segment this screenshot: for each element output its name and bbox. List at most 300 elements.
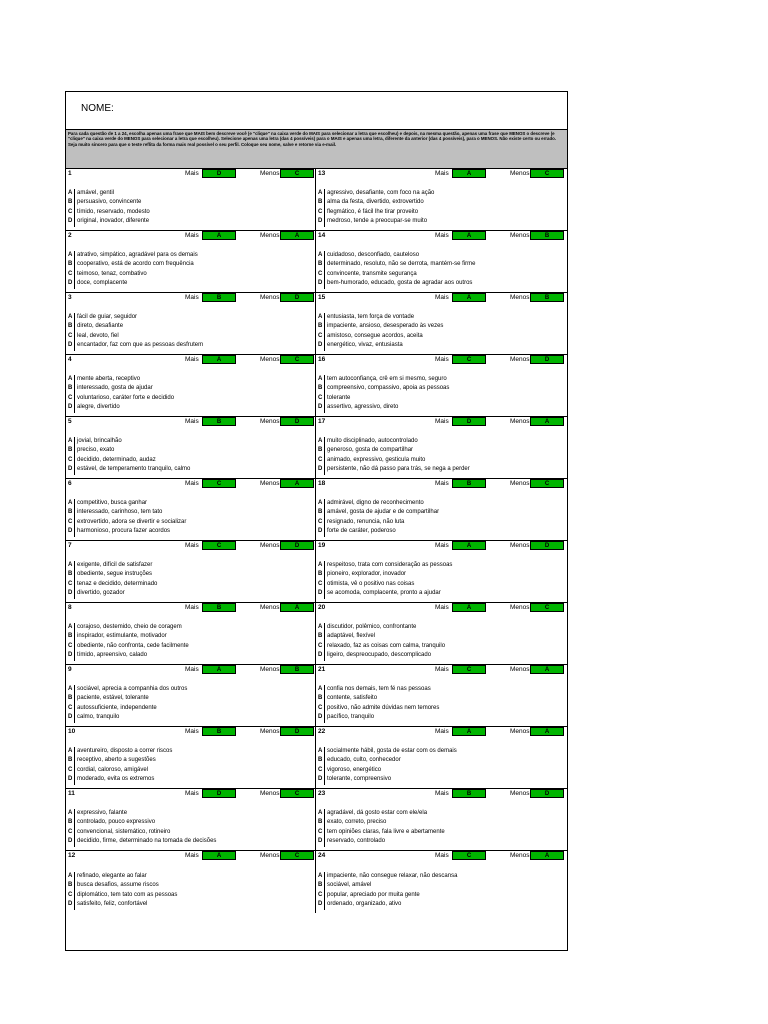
option-letter: C	[68, 332, 73, 339]
option-item	[318, 456, 562, 466]
option-text: tímido, apreensivo, calado	[74, 651, 147, 661]
option-letter: B	[318, 633, 323, 640]
option-text: fácil de guiar, seguidor	[74, 313, 137, 323]
option-letter: D	[68, 466, 73, 473]
question-header	[316, 727, 567, 738]
menos-select-box[interactable]: C	[530, 169, 564, 178]
option-text: positivo, não admite dúvidas nem temores	[324, 704, 439, 714]
question-number: 19	[318, 542, 326, 549]
mais-label: Mais	[185, 666, 199, 673]
option-text: extrovertido, adora se divertir e socializar	[74, 518, 186, 528]
option-item	[68, 837, 312, 847]
question-header	[66, 603, 315, 614]
option-text: flegmático, é fácil lhe tirar proveito	[324, 208, 418, 218]
question-header	[66, 231, 315, 242]
mais-label: Mais	[435, 852, 449, 859]
question-header	[316, 355, 567, 366]
menos-select-box[interactable]: A	[530, 665, 564, 674]
mais-select-box[interactable]: A	[452, 727, 486, 736]
option-item	[318, 208, 562, 218]
option-letter: B	[318, 385, 323, 392]
option-list	[318, 437, 562, 475]
option-item	[68, 589, 312, 599]
option-item	[68, 704, 312, 714]
option-list	[68, 809, 312, 847]
option-list	[68, 747, 312, 785]
option-item	[68, 313, 312, 323]
question-number: 3	[68, 294, 72, 301]
question-header	[316, 541, 567, 552]
mais-label: Mais	[185, 356, 199, 363]
mais-select-box[interactable]: C	[202, 479, 236, 488]
option-item	[318, 570, 562, 580]
option-letter: C	[318, 766, 323, 773]
option-letter: C	[68, 828, 73, 835]
option-item	[68, 685, 312, 695]
option-letter: D	[68, 776, 73, 783]
question-number: 1	[68, 170, 72, 177]
option-letter: B	[318, 509, 323, 516]
menos-label: Menos	[260, 790, 280, 797]
option-text: busca desafios, assume riscos	[74, 881, 159, 891]
menos-label: Menos	[510, 604, 530, 611]
question-number: 21	[318, 666, 326, 673]
option-item	[68, 217, 312, 227]
option-letter: C	[68, 580, 73, 587]
option-text: forte de caráter, poderoso	[324, 527, 396, 537]
mais-label: Mais	[185, 728, 199, 735]
option-item	[318, 189, 562, 199]
question-cell	[316, 727, 567, 789]
option-letter: C	[318, 208, 323, 215]
option-item	[318, 775, 562, 785]
menos-select-box[interactable]: D	[530, 789, 564, 798]
option-item	[318, 341, 562, 351]
option-letter: C	[68, 518, 73, 525]
option-letter: A	[318, 747, 323, 754]
mais-label: Mais	[435, 604, 449, 611]
option-letter: A	[318, 437, 323, 444]
question-cell	[316, 293, 567, 355]
option-item	[68, 527, 312, 537]
option-item	[318, 642, 562, 652]
option-item	[68, 251, 312, 261]
option-item	[68, 828, 312, 838]
option-letter: B	[68, 882, 73, 889]
option-letter: D	[68, 404, 73, 411]
option-letter: A	[318, 561, 323, 568]
mais-label: Mais	[185, 852, 199, 859]
option-item	[318, 260, 562, 270]
menos-label: Menos	[260, 294, 280, 301]
option-letter: A	[68, 251, 73, 258]
mais-label: Mais	[435, 294, 449, 301]
option-letter: D	[318, 404, 323, 411]
option-item	[68, 198, 312, 208]
option-letter: A	[318, 251, 323, 258]
option-text: tem opiniões claras, fala livre e abertamente	[324, 828, 445, 838]
option-letter: D	[318, 714, 323, 721]
question-cell	[316, 479, 567, 541]
option-letter: A	[68, 313, 73, 320]
menos-label: Menos	[260, 232, 280, 239]
menos-label: Menos	[510, 728, 530, 735]
option-letter: A	[318, 313, 323, 320]
option-letter: B	[318, 261, 323, 268]
menos-select-box[interactable]: A	[530, 417, 564, 426]
menos-select-box[interactable]: A	[280, 479, 314, 488]
option-item	[68, 189, 312, 199]
option-item	[68, 465, 312, 475]
option-text: moderado, evita os extremos	[74, 775, 154, 785]
option-text: contente, satisfeito	[324, 694, 377, 704]
mais-select-box[interactable]: A	[452, 541, 486, 550]
mais-select-box[interactable]: D	[202, 169, 236, 178]
option-text: assertivo, agressivo, direto	[324, 403, 398, 413]
option-item	[318, 394, 562, 404]
menos-select-box[interactable]: B	[530, 293, 564, 302]
mais-select-box[interactable]: D	[202, 789, 236, 798]
mais-select-box[interactable]: C	[452, 851, 486, 860]
option-text: animado, expressivo, gesticula muito	[324, 456, 425, 466]
option-item	[318, 891, 562, 901]
menos-label: Menos	[510, 294, 530, 301]
question-header	[316, 789, 567, 800]
question-number: 7	[68, 542, 72, 549]
option-item	[68, 384, 312, 394]
option-text: jovial, brincalhão	[74, 437, 122, 447]
option-item	[68, 891, 312, 901]
option-list	[318, 747, 562, 785]
option-letter: D	[318, 342, 323, 349]
option-letter: D	[68, 280, 73, 287]
option-letter: D	[318, 280, 323, 287]
question-header	[66, 169, 315, 180]
question-number: 17	[318, 418, 326, 425]
option-item	[318, 747, 562, 757]
mais-select-box[interactable]: C	[452, 355, 486, 364]
mais-select-box[interactable]: A	[452, 293, 486, 302]
option-text: cordial, caloroso, amigável	[74, 766, 148, 776]
option-item	[318, 756, 562, 766]
option-letter: C	[318, 332, 323, 339]
option-letter: D	[318, 838, 323, 845]
option-text: generoso, gosta de compartilhar	[324, 446, 413, 456]
option-text: pacífico, tranquilo	[324, 713, 374, 723]
option-letter: A	[68, 747, 73, 754]
option-item	[318, 270, 562, 280]
mais-label: Mais	[185, 604, 199, 611]
option-letter: B	[68, 819, 73, 826]
mais-select-box[interactable]: C	[202, 541, 236, 550]
option-text: aventureiro, disposto a correr riscos	[74, 747, 172, 757]
option-item	[318, 713, 562, 723]
option-text: amável, gentil	[74, 189, 114, 199]
menos-select-box[interactable]: C	[280, 355, 314, 364]
mais-select-box[interactable]: A	[202, 851, 236, 860]
option-text: decidido, firme, determinado na tomada de decisões	[74, 837, 216, 847]
option-text: discutidor, polêmico, confrontante	[324, 623, 416, 633]
menos-select-box[interactable]: C	[280, 169, 314, 178]
menos-label: Menos	[510, 542, 530, 549]
option-text: inspirador, estimulante, motivador	[74, 632, 167, 642]
question-number: 8	[68, 604, 72, 611]
question-header	[66, 479, 315, 490]
option-text: divertido, gozador	[74, 589, 125, 599]
question-cell	[66, 789, 316, 851]
option-letter: A	[318, 685, 323, 692]
option-text: muito disciplinado, autocontrolado	[324, 437, 418, 447]
option-letter: C	[68, 394, 73, 401]
mais-select-box[interactable]: A	[452, 603, 486, 612]
option-text: bem-humorado, educado, gosta de agradar aos outros	[324, 279, 472, 289]
option-list	[318, 561, 562, 599]
option-letter: C	[68, 891, 73, 898]
mais-label: Mais	[185, 232, 199, 239]
option-list	[68, 685, 312, 723]
option-item	[318, 766, 562, 776]
question-number: 23	[318, 790, 326, 797]
option-letter: C	[318, 580, 323, 587]
option-letter: C	[68, 704, 73, 711]
question-number: 18	[318, 480, 326, 487]
option-letter: B	[68, 447, 73, 454]
menos-label: Menos	[510, 356, 530, 363]
option-letter: B	[318, 695, 323, 702]
option-list	[68, 251, 312, 289]
option-text: compreensivo, compassivo, apoia as pessoas	[324, 384, 449, 394]
option-text: socialmente hábil, gosta de estar com os demais	[324, 747, 457, 757]
menos-label: Menos	[510, 852, 530, 859]
option-item	[318, 437, 562, 447]
mais-label: Mais	[185, 294, 199, 301]
question-cell	[66, 293, 316, 355]
option-letter: B	[318, 757, 323, 764]
option-text: tenaz e decidido, determinado	[74, 580, 157, 590]
menos-select-box[interactable]: A	[530, 851, 564, 860]
option-letter: A	[68, 623, 73, 630]
option-item	[318, 499, 562, 509]
option-text: persuasivo, convincente	[74, 198, 141, 208]
option-letter: C	[68, 270, 73, 277]
option-item	[318, 837, 562, 847]
option-letter: A	[318, 872, 323, 879]
option-item	[68, 322, 312, 332]
option-text: obediente, não confronta, cede facilmente	[74, 642, 189, 652]
mais-select-box[interactable]: B	[202, 293, 236, 302]
option-text: expressivo, falante	[74, 809, 127, 819]
option-text: agressivo, desafiante, com foco na ação	[324, 189, 434, 199]
option-letter: A	[68, 561, 73, 568]
option-text: pioneiro, explorador, inovador	[324, 570, 406, 580]
option-text: ordenado, organizado, ativo	[324, 900, 401, 910]
option-letter: A	[318, 499, 323, 506]
option-text: convincente, transmite segurança	[324, 270, 417, 280]
question-cell	[66, 541, 316, 603]
option-text: voluntarioso, caráter forte e decidido	[74, 394, 174, 404]
mais-select-box[interactable]: B	[452, 789, 486, 798]
menos-select-box[interactable]: D	[280, 293, 314, 302]
mais-select-box[interactable]: B	[202, 727, 236, 736]
option-item	[68, 208, 312, 218]
option-text: decidido, determinado, audaz	[74, 456, 156, 466]
question-cell	[66, 417, 316, 479]
option-item	[68, 375, 312, 385]
menos-select-box[interactable]: D	[530, 541, 564, 550]
option-letter: C	[68, 642, 73, 649]
mais-select-box[interactable]: B	[202, 417, 236, 426]
mais-select-box[interactable]: C	[452, 665, 486, 674]
option-item	[318, 685, 562, 695]
option-text: impaciente, não consegue relaxar, não descansa	[324, 872, 457, 882]
menos-select-box[interactable]: D	[280, 417, 314, 426]
menos-select-box[interactable]: B	[530, 231, 564, 240]
option-text: obediente, segue instruções	[74, 570, 152, 580]
mais-select-box[interactable]: A	[202, 355, 236, 364]
option-item	[68, 279, 312, 289]
mais-select-box[interactable]: B	[452, 479, 486, 488]
option-text: persistente, não dá passo para trás, se nega a perder	[324, 465, 470, 475]
name-row[interactable]	[66, 92, 567, 129]
mais-select-box[interactable]: A	[202, 665, 236, 674]
option-text: cuidadoso, desconfiado, cauteloso	[324, 251, 419, 261]
option-text: alma da festa, divertido, extrovertido	[324, 198, 424, 208]
question-header	[66, 417, 315, 428]
option-item	[318, 217, 562, 227]
option-letter: C	[318, 642, 323, 649]
mais-label: Mais	[185, 170, 199, 177]
option-text: corajoso, destemido, cheio de coragem	[74, 623, 182, 633]
option-letter: D	[318, 528, 323, 535]
option-text: direto, desafiante	[74, 322, 123, 332]
option-text: teimoso, tenaz, combativo	[74, 270, 147, 280]
option-item	[68, 809, 312, 819]
option-text: cooperativo, está de acordo com frequência	[74, 260, 194, 270]
option-list	[68, 437, 312, 475]
option-letter: C	[318, 394, 323, 401]
option-text: refinado, elegante ao falar	[74, 872, 147, 882]
option-item	[68, 260, 312, 270]
option-item	[318, 561, 562, 571]
menos-select-box[interactable]: C	[280, 851, 314, 860]
question-cell	[316, 355, 567, 417]
option-letter: B	[318, 323, 323, 330]
question-number: 2	[68, 232, 72, 239]
option-letter: B	[68, 509, 73, 516]
option-text: energético, vivaz, entusiasta	[324, 341, 403, 351]
option-item	[318, 279, 562, 289]
option-item	[68, 775, 312, 785]
instructions-block: Para cada questão de 1 a 24, escolha apenas uma frase que MAIS bem descreve você (e "clique" na caixa verde do MAIS para selecionar a letra que escolheu) e depois, na mesma questão, apenas uma frase que MENOS o descreve (e "clique" na caixa verde do MENOS para selecionar a letra que escolheu). Selecione apenas uma letra (das 4 possíveis) para o MAIS e apenas uma letra, diferente da anterior (das 4 possíveis), para o MENOS. Não existe certo ou errado. Seja muito sincero para que o teste reflita da forma mais real possível o seu perfil. Coloque seu nome, salve e retorne via e-mail.	[66, 129, 567, 169]
option-letter: D	[68, 901, 73, 908]
option-letter: A	[318, 809, 323, 816]
option-item	[68, 499, 312, 509]
option-letter: B	[68, 695, 73, 702]
menos-label: Menos	[260, 728, 280, 735]
option-letter: D	[68, 590, 73, 597]
question-header	[66, 541, 315, 552]
option-letter: B	[318, 882, 323, 889]
option-letter: A	[68, 189, 73, 196]
question-number: 5	[68, 418, 72, 425]
option-text: preciso, exato	[74, 446, 114, 456]
option-item	[68, 881, 312, 891]
menos-select-box[interactable]: C	[530, 603, 564, 612]
menos-select-box[interactable]: D	[280, 727, 314, 736]
mais-select-box[interactable]: B	[202, 603, 236, 612]
option-item	[68, 403, 312, 413]
option-text: harmonioso, procura fazer acordos	[74, 527, 170, 537]
option-text: resignado, renuncia, não luta	[324, 518, 404, 528]
option-item	[68, 818, 312, 828]
option-text: amável, gosta de ajudar e de compartilhar	[324, 508, 439, 518]
option-item	[318, 589, 562, 599]
question-number: 6	[68, 480, 72, 487]
option-item	[68, 332, 312, 342]
menos-select-box[interactable]: D	[280, 541, 314, 550]
option-item	[318, 580, 562, 590]
option-letter: C	[68, 208, 73, 215]
option-list	[68, 499, 312, 537]
menos-select-box[interactable]: D	[530, 355, 564, 364]
mais-select-box[interactable]: A	[452, 169, 486, 178]
menos-select-box[interactable]: B	[280, 665, 314, 674]
mais-select-box[interactable]: A	[452, 231, 486, 240]
menos-select-box[interactable]: A	[280, 603, 314, 612]
option-item	[68, 623, 312, 633]
option-list	[68, 872, 312, 910]
option-text: tem autoconfiança, crê em si mesmo, seguro	[324, 375, 447, 385]
option-letter: C	[318, 456, 323, 463]
option-letter: A	[318, 375, 323, 382]
menos-select-box[interactable]: C	[530, 479, 564, 488]
option-letter: B	[318, 819, 323, 826]
question-header	[66, 665, 315, 676]
option-letter: D	[68, 714, 73, 721]
mais-select-box[interactable]: A	[202, 231, 236, 240]
question-number: 11	[68, 790, 75, 797]
mais-label: Mais	[435, 542, 449, 549]
option-letter: B	[68, 261, 73, 268]
question-cell	[316, 231, 567, 293]
option-list	[318, 313, 562, 351]
mais-label: Mais	[185, 542, 199, 549]
option-item	[318, 881, 562, 891]
option-text: paciente, estável, tolerante	[74, 694, 149, 704]
questionnaire-sheet	[65, 91, 568, 951]
option-item	[68, 437, 312, 447]
option-item	[318, 375, 562, 385]
option-letter: B	[68, 199, 73, 206]
option-letter: B	[68, 633, 73, 640]
option-text: competitivo, busca ganhar	[74, 499, 147, 509]
option-item	[68, 570, 312, 580]
menos-select-box[interactable]: A	[530, 727, 564, 736]
option-item	[318, 332, 562, 342]
mais-select-box[interactable]: D	[452, 417, 486, 426]
option-letter: D	[318, 590, 323, 597]
question-cell	[316, 665, 567, 727]
option-text: original, inovador, diferente	[74, 217, 149, 227]
menos-select-box[interactable]: A	[280, 231, 314, 240]
menos-select-box[interactable]: C	[280, 789, 314, 798]
option-item	[68, 766, 312, 776]
question-cell	[316, 851, 567, 913]
question-number: 10	[68, 728, 76, 735]
question-number: 24	[318, 852, 326, 859]
option-list	[318, 251, 562, 289]
option-text: tolerante, compreensivo	[324, 775, 391, 785]
